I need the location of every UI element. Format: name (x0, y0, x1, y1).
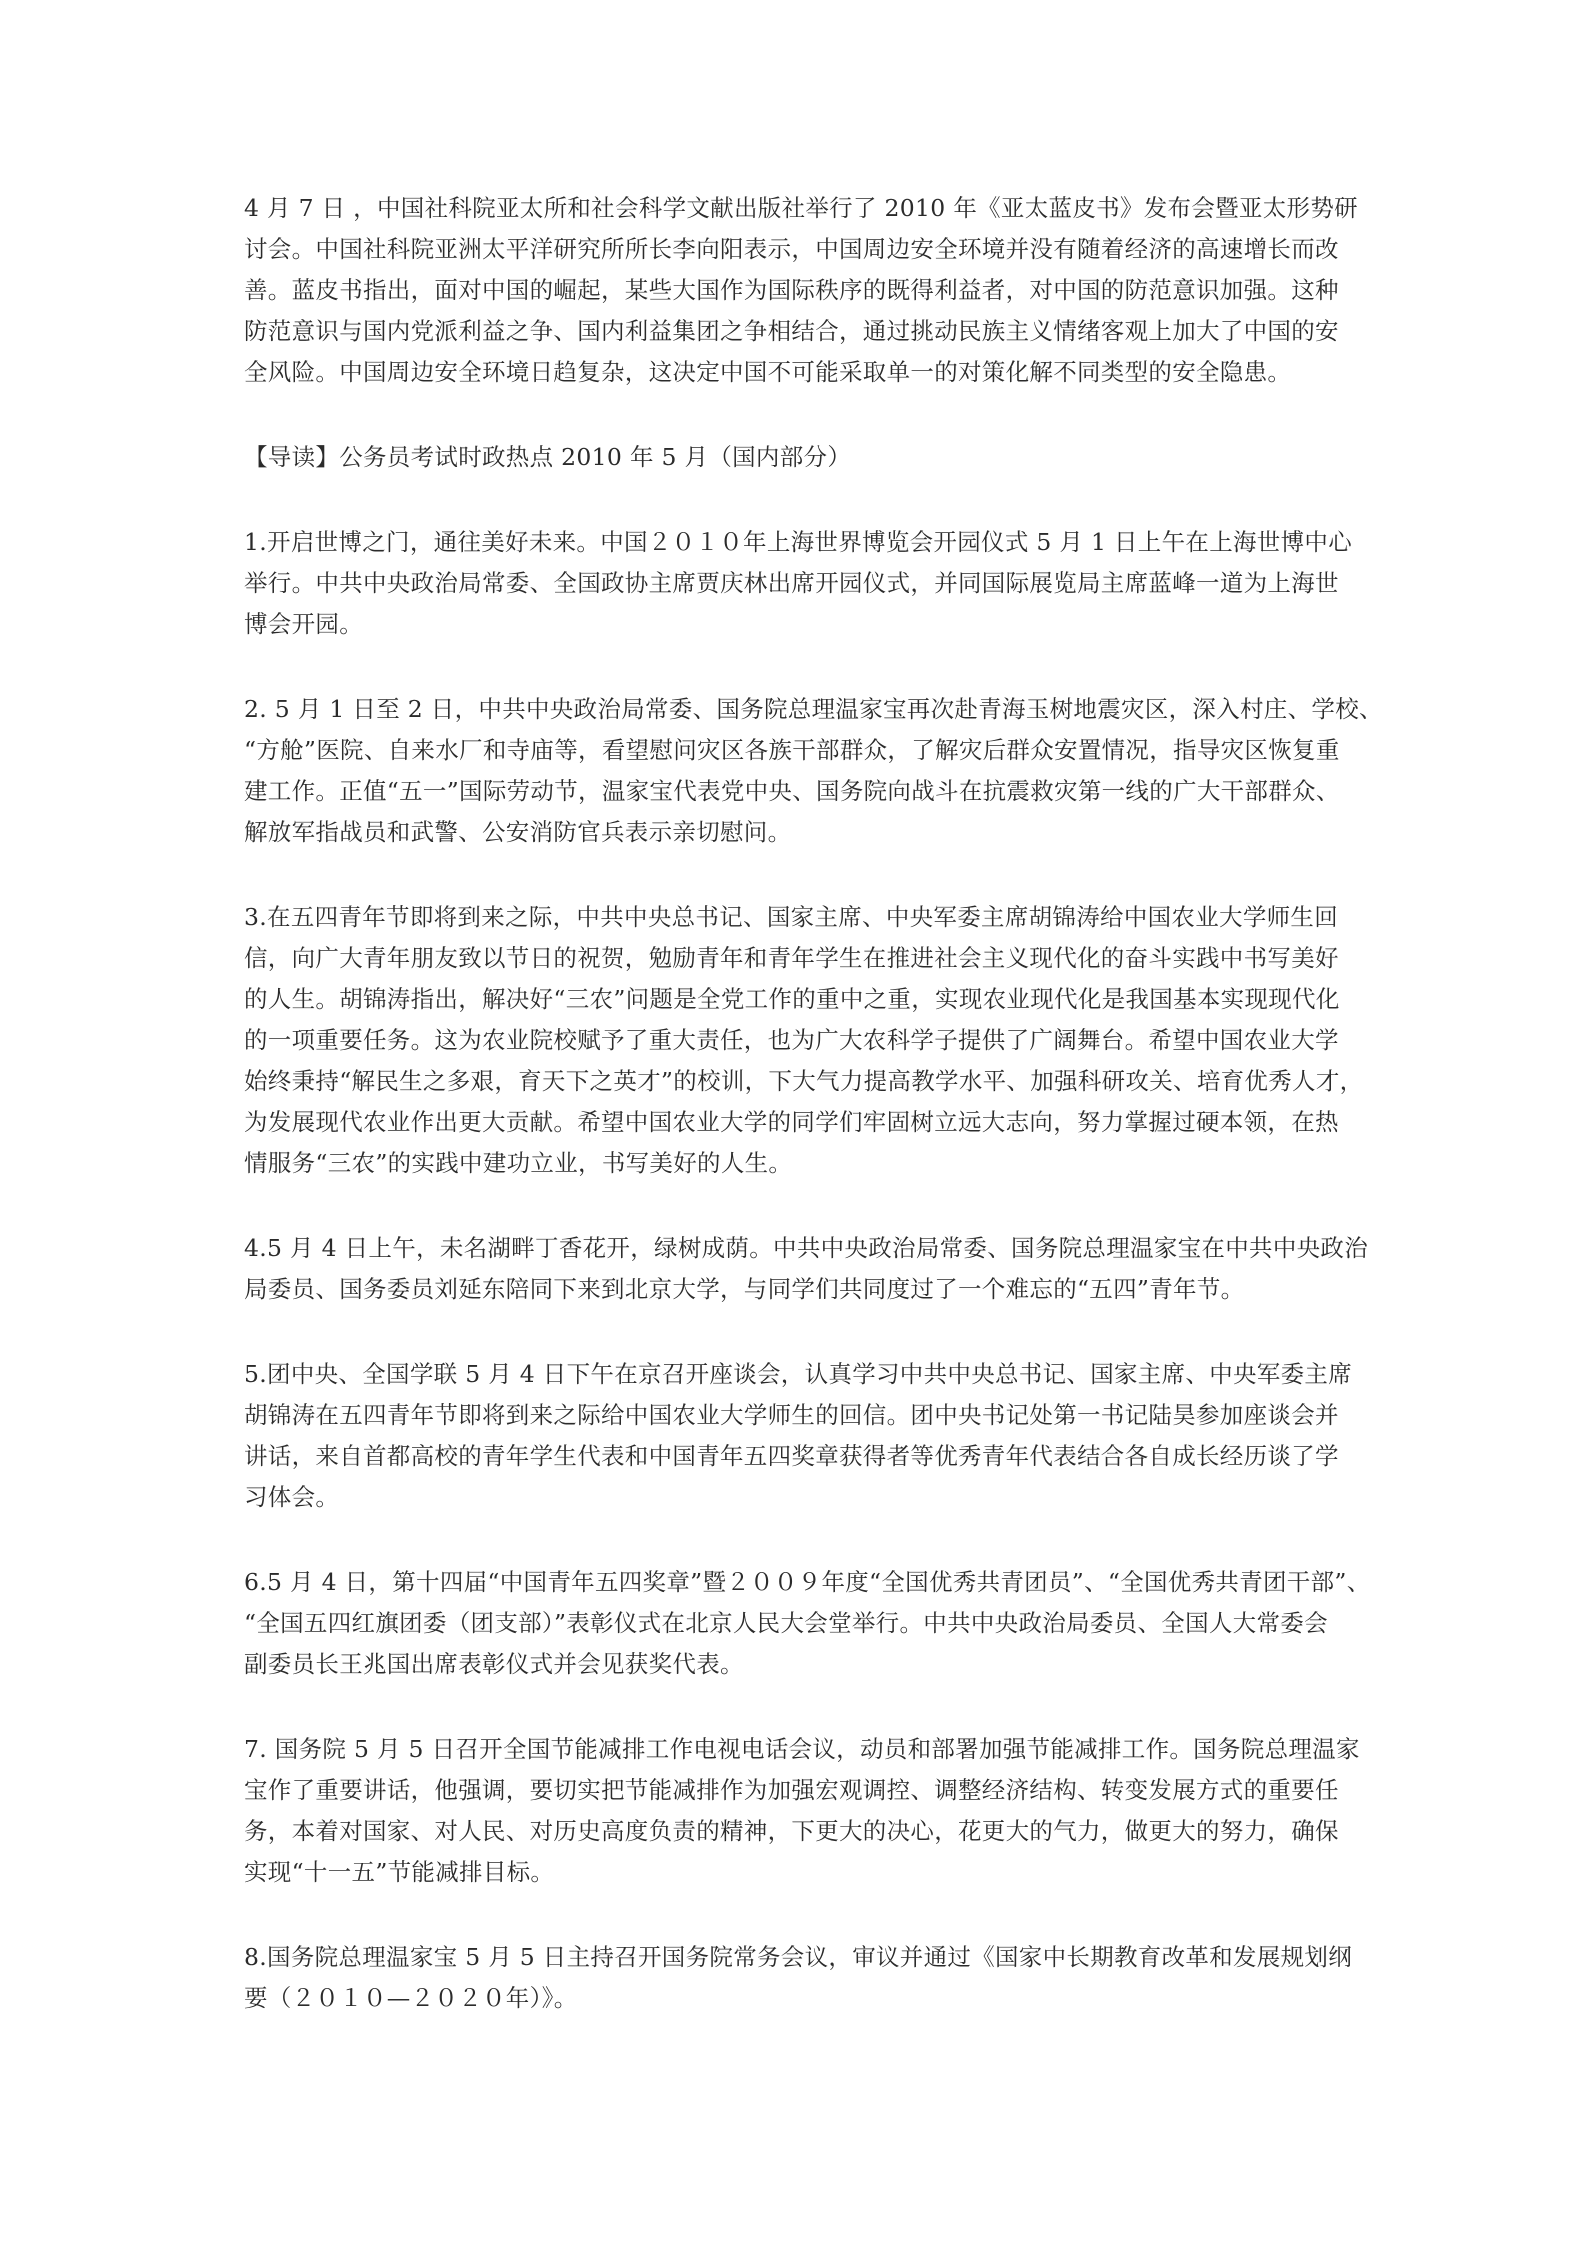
text-line: 务，本着对国家、对人民、对历史高度负责的精神，下更大的决心，花更大的气力，做更大的努力，确保 (244, 1817, 1339, 1845)
news-item-3 (244, 897, 1364, 1184)
text-line: 2. 5 月 1 日至 2 日，中共中央政治局常委、国务院总理温家宝再次赴青海玉树地震灾区，深入村庄、学校、 (244, 695, 1383, 723)
text-line: 始终秉持“解民生之多艰，育天下之英才”的校训，下大气力提高教学水平、加强科研攻关、培育优秀人才， (244, 1067, 1364, 1095)
text-line: 讲话，来自首都高校的青年学生代表和中国青年五四奖章获得者等优秀青年代表结合各自成长经历谈了学 (244, 1442, 1339, 1470)
text-line: 5.团中央、全国学联 5 月 4 日下午在京召开座谈会，认真学习中共中央总书记、国家主席、中央军委主席 (244, 1360, 1353, 1388)
news-item-1 (244, 522, 1354, 645)
text-line: 习体会。 (244, 1483, 340, 1511)
text-line: 7. 国务院 5 月 5 日召开全国节能减排工作电视电话会议，动员和部署加强节能减排工作。国务院总理温家 (244, 1735, 1360, 1763)
text-line: 建工作。正值“五一”国际劳动节，温家宝代表党中央、国务院向战斗在抗震救灾第一线的广大干部群众、 (244, 777, 1340, 805)
news-item-6 (244, 1562, 1371, 1685)
text-line: 4.5 月 4 日上午，未名湖畔丁香花开，绿树成荫。中共中央政治局常委、国务院总理温家宝在中共中央政治 (244, 1234, 1369, 1262)
document-body (244, 188, 1383, 2063)
news-item-7 (244, 1729, 1360, 1893)
text-line: 讨会。中国社科院亚洲太平洋研究所所长李向阳表示，中国周边安全环境并没有随着经济的高速增长而改 (244, 235, 1339, 263)
intro-paragraph (244, 188, 1358, 393)
text-line: 副委员长王兆国出席表彰仪式并会见获奖代表。 (244, 1650, 744, 1678)
text-line: 博会开园。 (244, 610, 363, 638)
news-item-8 (244, 1937, 1354, 2019)
text-line: 解放军指战员和武警、公安消防官兵表示亲切慰问。 (244, 818, 792, 846)
text-line: 信，向广大青年朋友致以节日的祝贺，勉励青年和青年学生在推进社会主义现代化的奋斗实践中书写美好 (244, 944, 1339, 972)
text-line: 的人生。胡锦涛指出，解决好“三农”问题是全党工作的重中之重，实现农业现代化是我国基本实现现代化 (244, 985, 1340, 1013)
text-line: 全风险。中国周边安全环境日趋复杂，这决定中国不可能采取单一的对策化解不同类型的安全隐患。 (244, 358, 1292, 386)
text-line: 4 月 7 日 ，中国社科院亚太所和社会科学文献出版社举行了 2010 年《亚太蓝皮书》发布会暨亚太形势研 (244, 194, 1358, 222)
text-line: “全国五四红旗团委（团支部）”表彰仪式在北京人民大会堂举行。中共中央政治局委员、全国人大常委会 (244, 1609, 1328, 1637)
text-line: 为发展现代农业作出更大贡献。希望中国农业大学的同学们牢固树立远大志向，努力掌握过硬本领，在热 (244, 1108, 1339, 1136)
text-line: 实现“十一五”节能减排目标。 (244, 1858, 555, 1886)
heading-line: 【导读】公务员考试时政热点 2010 年 5 月（国内部分） (244, 443, 852, 471)
text-line: 胡锦涛在五四青年节即将到来之际给中国农业大学师生的回信。团中央书记处第一书记陆昊参加座谈会并 (244, 1401, 1339, 1429)
text-line: 要（２０１０—２０２０年）》。 (244, 1984, 578, 2012)
text-line: 善。蓝皮书指出，面对中国的崛起，某些大国作为国际秩序的既得利益者，对中国的防范意识加强。这种 (244, 276, 1339, 304)
text-line: 情服务“三农”的实践中建功立业，书写美好的人生。 (244, 1149, 793, 1177)
text-line: 的一项重要任务。这为农业院校赋予了重大责任，也为广大农科学子提供了广阔舞台。希望中国农业大学 (244, 1026, 1339, 1054)
text-line: 6.5 月 4 日，第十四届“中国青年五四奖章”暨２００９年度“全国优秀共青团员”、“全国优秀共青团干部”、 (244, 1568, 1371, 1596)
text-line: 3.在五四青年节即将到来之际，中共中央总书记、国家主席、中央军委主席胡锦涛给中国农业大学师生回 (244, 903, 1339, 931)
text-line: 8.国务院总理温家宝 5 月 5 日主持召开国务院常务会议，审议并通过《国家中长期教育改革和发展规划纲 (244, 1943, 1353, 1971)
section-heading (244, 437, 1354, 478)
news-item-5 (244, 1354, 1354, 1518)
text-line: 1.开启世博之门，通往美好未来。中国２０１０年上海世界博览会开园仪式 5 月 1 日上午在上海世博中心 (244, 528, 1353, 556)
text-line: 局委员、国务委员刘延东陪同下来到北京大学，与同学们共同度过了一个难忘的“五四”青年节。 (244, 1275, 1245, 1303)
text-line: 防范意识与国内党派利益之争、国内利益集团之争相结合，通过挑动民族主义情绪客观上加大了中国的安 (244, 317, 1339, 345)
news-item-4 (244, 1228, 1369, 1310)
text-line: 举行。中共中央政治局常委、全国政协主席贾庆林出席开园仪式，并同国际展览局主席蓝峰一道为上海世 (244, 569, 1339, 597)
text-line: “方舱”医院、自来水厂和寺庙等，看望慰问灾区各族干部群众，了解灾后群众安置情况，指导灾区恢复重 (244, 736, 1340, 764)
text-line: 宝作了重要讲话，他强调，要切实把节能减排作为加强宏观调控、调整经济结构、转变发展方式的重要任 (244, 1776, 1339, 1804)
news-item-2 (244, 689, 1383, 853)
